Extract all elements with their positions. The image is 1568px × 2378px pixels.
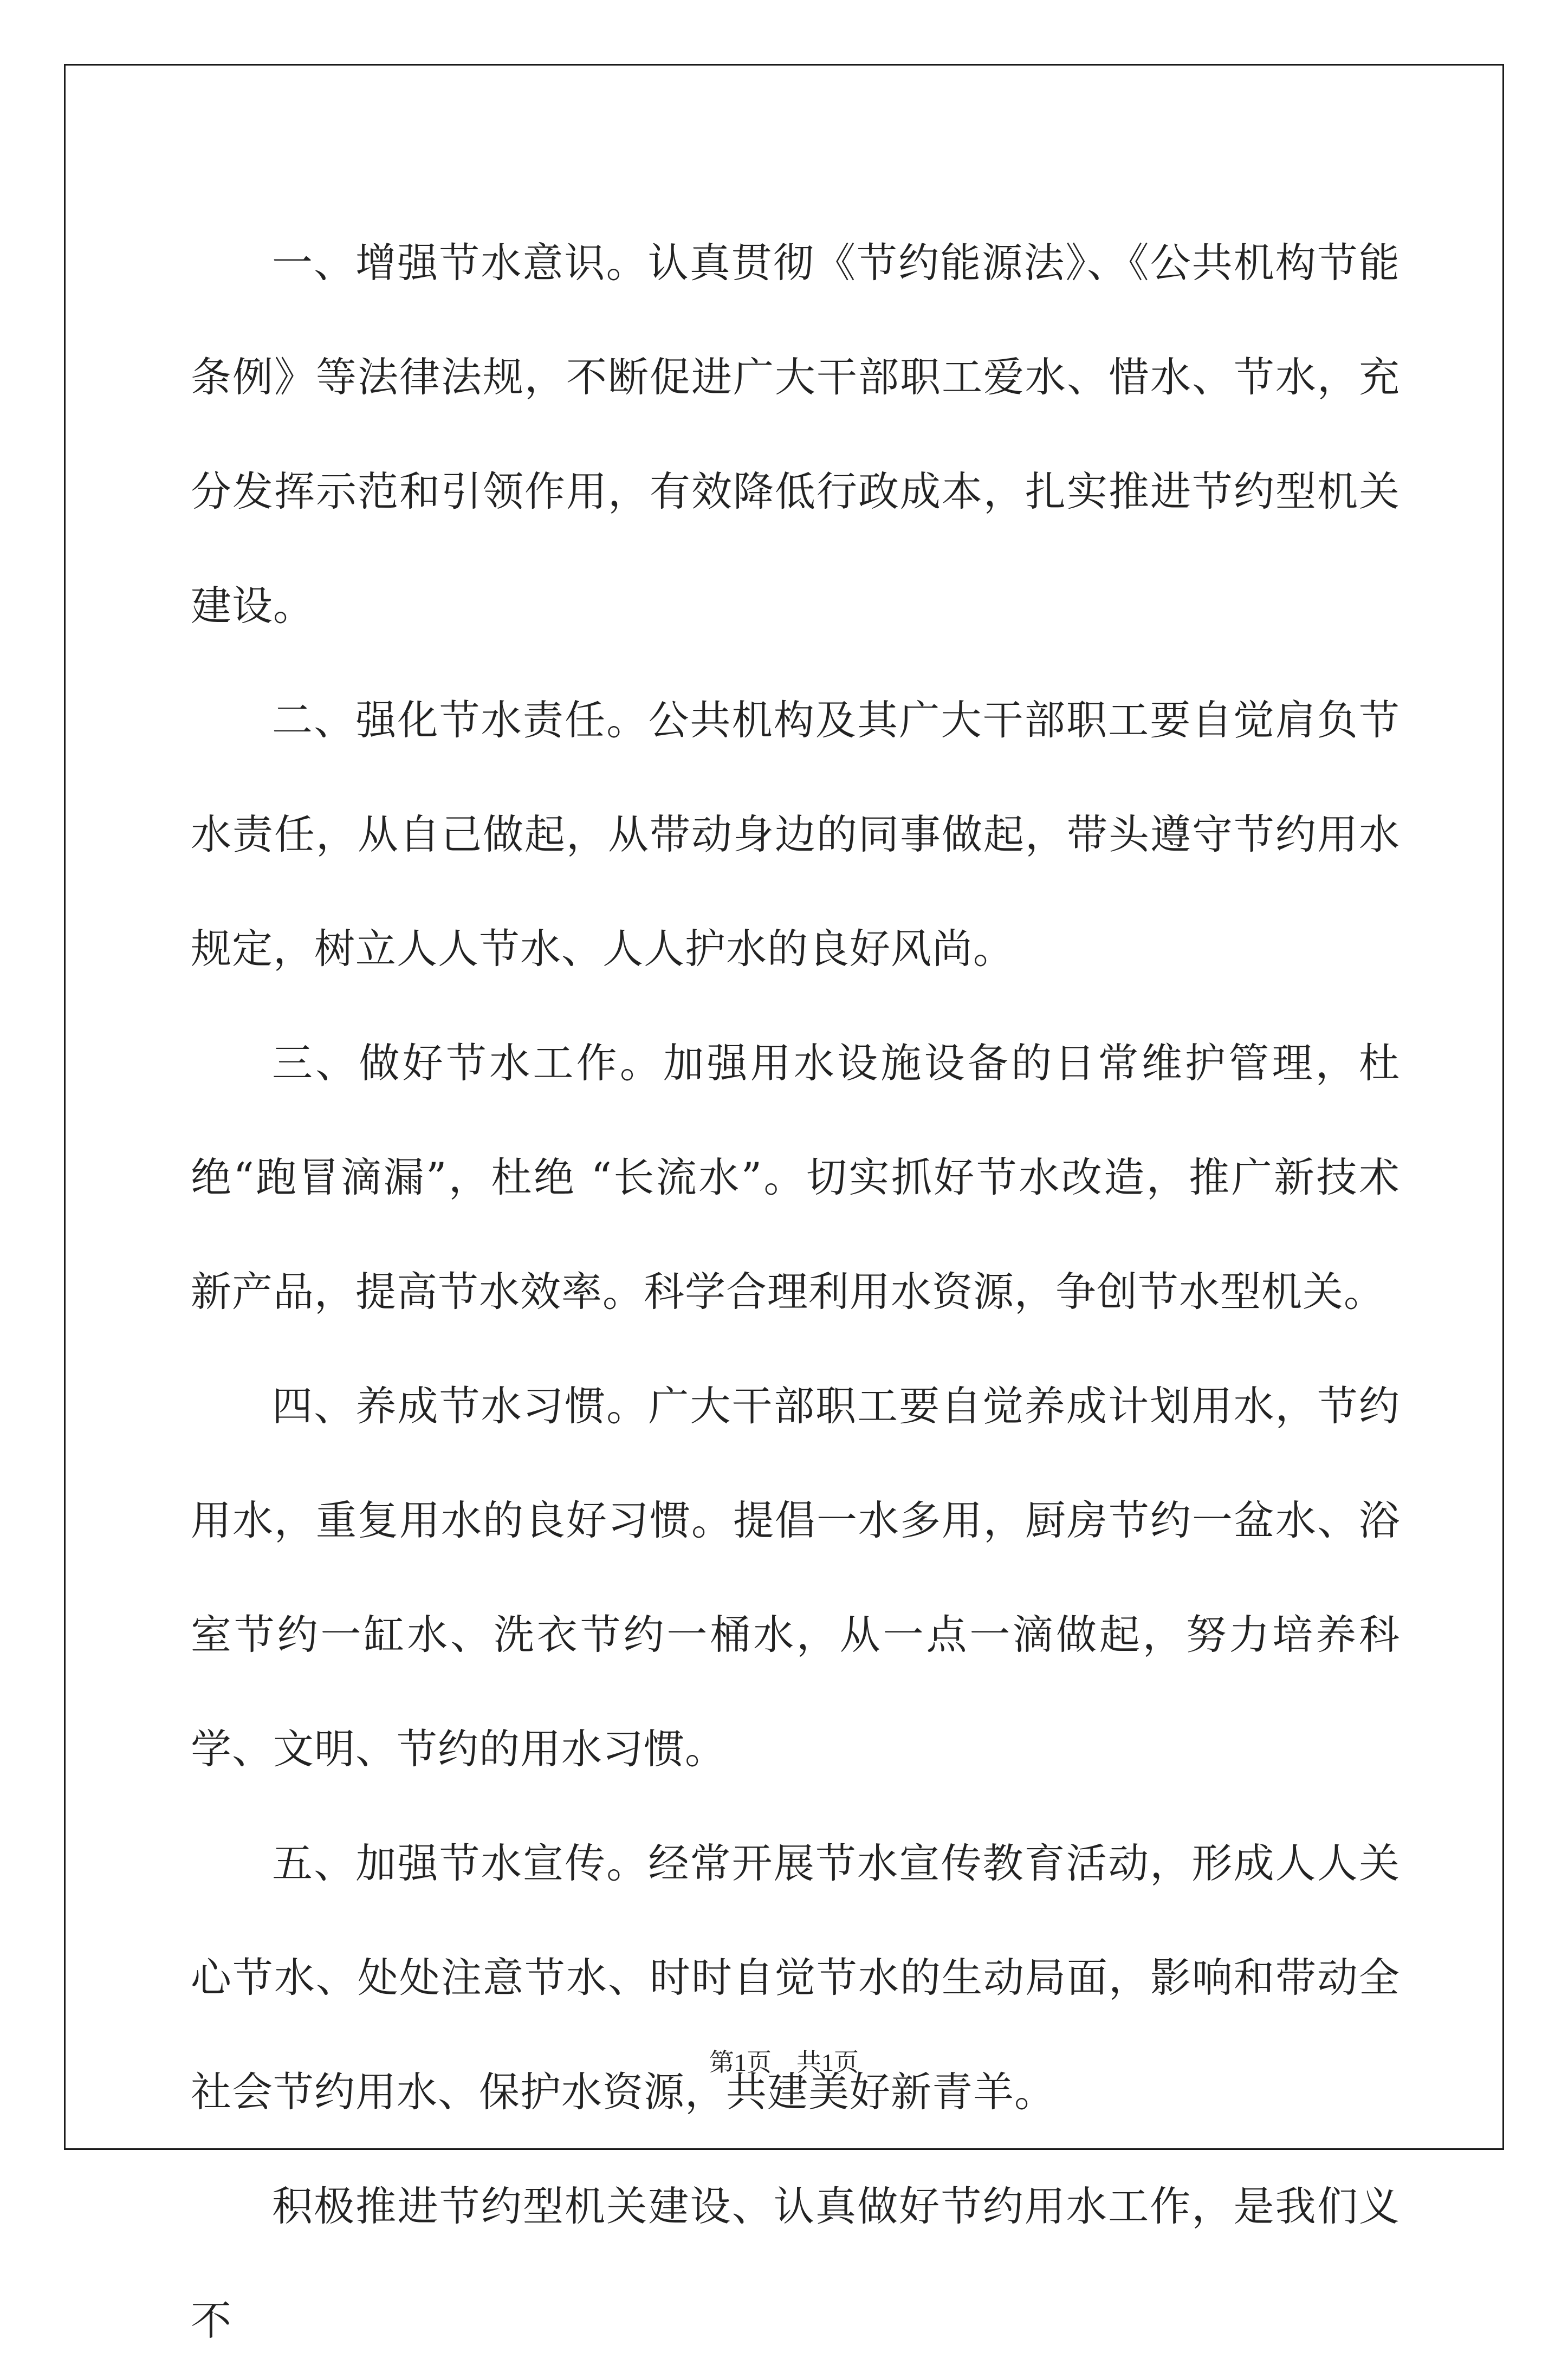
- paragraph-2: 二、强化节水责任。公共机构及其广大干部职工要自觉肩负节水责任，从自己做起，从带动身边的同事做起，带头遵守节约用水规定，树立人人节水、人人护水的良好风尚。: [191, 696, 1400, 973]
- paragraph-4: 四、养成节水习惯。广大干部职工要自觉养成计划用水，节约用水，重复用水的良好习惯。提倡一水多用，厨房节约一盆水、浴室节约一缸水、洗衣节约一桶水，从一点一滴做起，努力培养科学、文明、节约的用水习惯。: [191, 1382, 1400, 1773]
- paragraph-5: 五、加强节水宣传。经常开展节水宣传教育活动，形成人人关心节水、处处注意节水、时时自觉节水的生动局面，影响和带动全社会节约用水、保护水资源，共建美好新青羊。: [191, 1839, 1400, 2116]
- paragraph-3: 三、做好节水工作。加强用水设施设备的日常维护管理，杜绝“跑冒滴漏”，杜绝 “长流水”。切实抓好节水改造，推广新技术新产品，提高节水效率。科学合理利用水资源，争创节水型机关。: [191, 1039, 1400, 1316]
- paragraph-1: 一、增强节水意识。认真贯彻《节约能源法》、《公共机构节能条例》等法律法规，不断促进广大干部职工爱水、惜水、节水，充分发挥示范和引领作用，有效降低行政成本，扎实推进节约型机关建设。: [191, 239, 1400, 630]
- page-footer: 第1页 共1页: [709, 2049, 859, 2076]
- paragraph-6: 积极推进节约型机关建设、认真做好节约用水工作，是我们义不: [191, 2182, 1400, 2344]
